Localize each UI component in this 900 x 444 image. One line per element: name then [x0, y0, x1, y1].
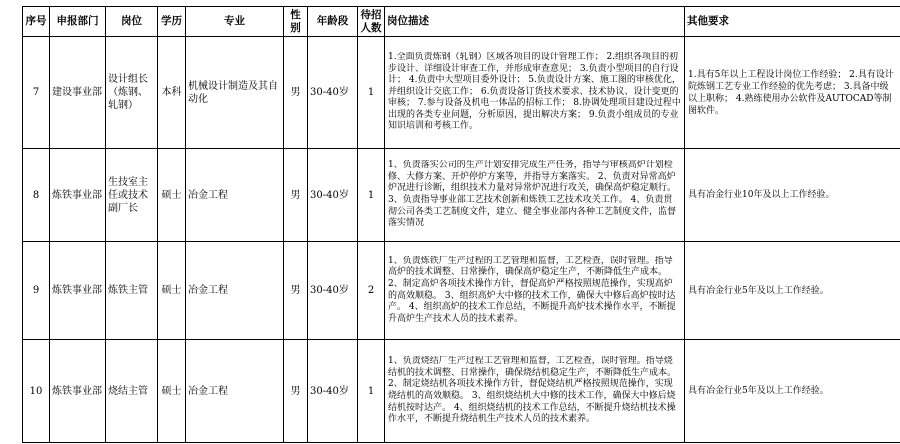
- cell-post: 生技室主任或技术副厂长: [106, 149, 158, 242]
- header-seq: 序号: [23, 7, 50, 37]
- table-row: [23, 149, 900, 242]
- header-desc: 岗位描述: [385, 7, 685, 37]
- recruitment-table: [22, 6, 900, 443]
- cell-gender: 男: [284, 340, 308, 443]
- cell-other: 具有冶金行业10年及以上工作经验。: [685, 149, 900, 242]
- header-age: 年龄段: [308, 7, 358, 37]
- cell-desc-text: 1、负责落实公司的生产计划安排完成生产任务，指导与审核高炉计划检修、大修方案、开炉停炉方案等，并指导方案落实。 2、负责对异常高炉炉况进行诊断，组织技术力量对异常炉况进行攻关，确保高炉稳定顺行。 3、负责指导事业部工艺技术创新和炼铁工艺技术攻关工作。 4、负责贯彻公司各类工艺制度文件，建立、健全事业部内各种工艺制度文件，监督落实情况: [388, 160, 677, 229]
- cell-desc: [385, 149, 685, 242]
- header-gender: 性别: [284, 7, 308, 37]
- cell-edu: 硕士: [158, 340, 186, 443]
- cell-num: 1: [358, 149, 385, 242]
- cell-post: 炼铁主管: [106, 242, 158, 340]
- cell-num: 1: [358, 37, 385, 149]
- cell-seq: 7: [23, 37, 50, 149]
- cell-seq: 9: [23, 242, 50, 340]
- cell-other: 具有冶金行业5年及以上工作经验。: [685, 242, 900, 340]
- cell-seq: 10: [23, 340, 50, 443]
- cell-post: 烧结主管: [106, 340, 158, 443]
- cell-dept: 炼铁事业部: [50, 340, 106, 443]
- recruitment-table-wrapper: [22, 6, 900, 443]
- cell-edu: 硕士: [158, 242, 186, 340]
- header-post: 岗位: [106, 7, 158, 37]
- cell-post: 设计组长（炼钢、轧钢）: [106, 37, 158, 149]
- cell-edu: 硕士: [158, 149, 186, 242]
- cell-seq: 8: [23, 149, 50, 242]
- header-other: 其他要求: [685, 7, 900, 37]
- cell-dept: 炼铁事业部: [50, 242, 106, 340]
- cell-major: 冶金工程: [186, 242, 284, 340]
- cell-dept: 炼铁事业部: [50, 149, 106, 242]
- cell-major: 机械设计制造及其自动化: [186, 37, 284, 149]
- header-edu: 学历: [158, 7, 186, 37]
- header-major: 专业: [186, 7, 284, 37]
- cell-desc: [385, 242, 685, 340]
- cell-age: 30-40岁: [308, 242, 358, 340]
- table-row: [23, 340, 900, 443]
- cell-desc: [385, 37, 685, 149]
- cell-other: 1.具有5年以上工程设计岗位工作经验； 2.具有设计院炼钢工艺专业工作经验的优先考虑； 3.具备中级以上职称； 4.熟练使用办公软件及AUTOCAD等制图软件。: [685, 37, 900, 149]
- table-row: [23, 242, 900, 340]
- cell-num: 2: [358, 242, 385, 340]
- cell-age: 30-40岁: [308, 340, 358, 443]
- cell-major: 冶金工程: [186, 149, 284, 242]
- header-num: 待招人数: [358, 7, 385, 37]
- cell-desc-text: 1.全面负责炼钢（轧钢）区域各项目的设计管理工作； 2.组织各项目的初步设计、详细设计审查工作，并形成审查意见； 3.负责小型项目的自行设计； 4.负责中大型项目委外设计； 5.负责设计方案、施工图的审核优化，并组织设计交底工作； 6.负责设备订货技术要求、技术协议、设计变更的审核； 7.参与设备及机电一体品的招标工作； 8.协调处理项目建设过程中出现的各类专业问题，分析原因，提出解决方案； 9.负责小组成员的专业知识培训和考核工作。: [388, 51, 681, 132]
- cell-major: 冶金工程: [186, 340, 284, 443]
- cell-desc: [385, 340, 685, 443]
- cell-desc-text: 1、负责烧结厂生产过程工艺管理和监督，工艺检查，误时管理。指导烧结机的技术调整、日常操作，确保烧结机稳定生产，不断降低生产成本。 2、制定烧结机各项技术操作方针，督促烧结机严格按照规范操作，实现烧结机的高效顺稳。 3、组织烧结机大中修的技术工作，确保大中修后烧结机按时达产。 4、组织烧结机的技术工作总结，不断提升烧结机技术操作水平，不断提升烧结机生产技术人员的技术素养。: [388, 356, 677, 425]
- cell-edu: 本科: [158, 37, 186, 149]
- cell-gender: 男: [284, 149, 308, 242]
- cell-gender: 男: [284, 242, 308, 340]
- cell-num: 1: [358, 340, 385, 443]
- header-row: [23, 7, 900, 37]
- header-dept: 申报部门: [50, 7, 106, 37]
- cell-desc-text: 1、负责炼铁厂生产过程的工艺管理和监督，工艺检查，误时管理。指导高炉的技术调整、日常操作，确保高炉稳定生产，不断降低生产成本。 2、制定高炉各项技术操作方针，督促高炉严格按照规范操作，实现高炉的高效顺稳。 3、组织高炉大中修的技术工作，确保大中修后高炉按时达产。 4、组织高炉的技术工作总结，不断提升高炉技术操作水平，不断提升高炉生产技术人员的技术素养。: [388, 255, 676, 324]
- cell-gender: 男: [284, 37, 308, 149]
- table-row: [23, 37, 900, 149]
- cell-age: 30-40岁: [308, 37, 358, 149]
- cell-age: 30-40岁: [308, 149, 358, 242]
- cell-dept: 建设事业部: [50, 37, 106, 149]
- cell-other: 具有冶金行业5年及以上工作经验。: [685, 340, 900, 443]
